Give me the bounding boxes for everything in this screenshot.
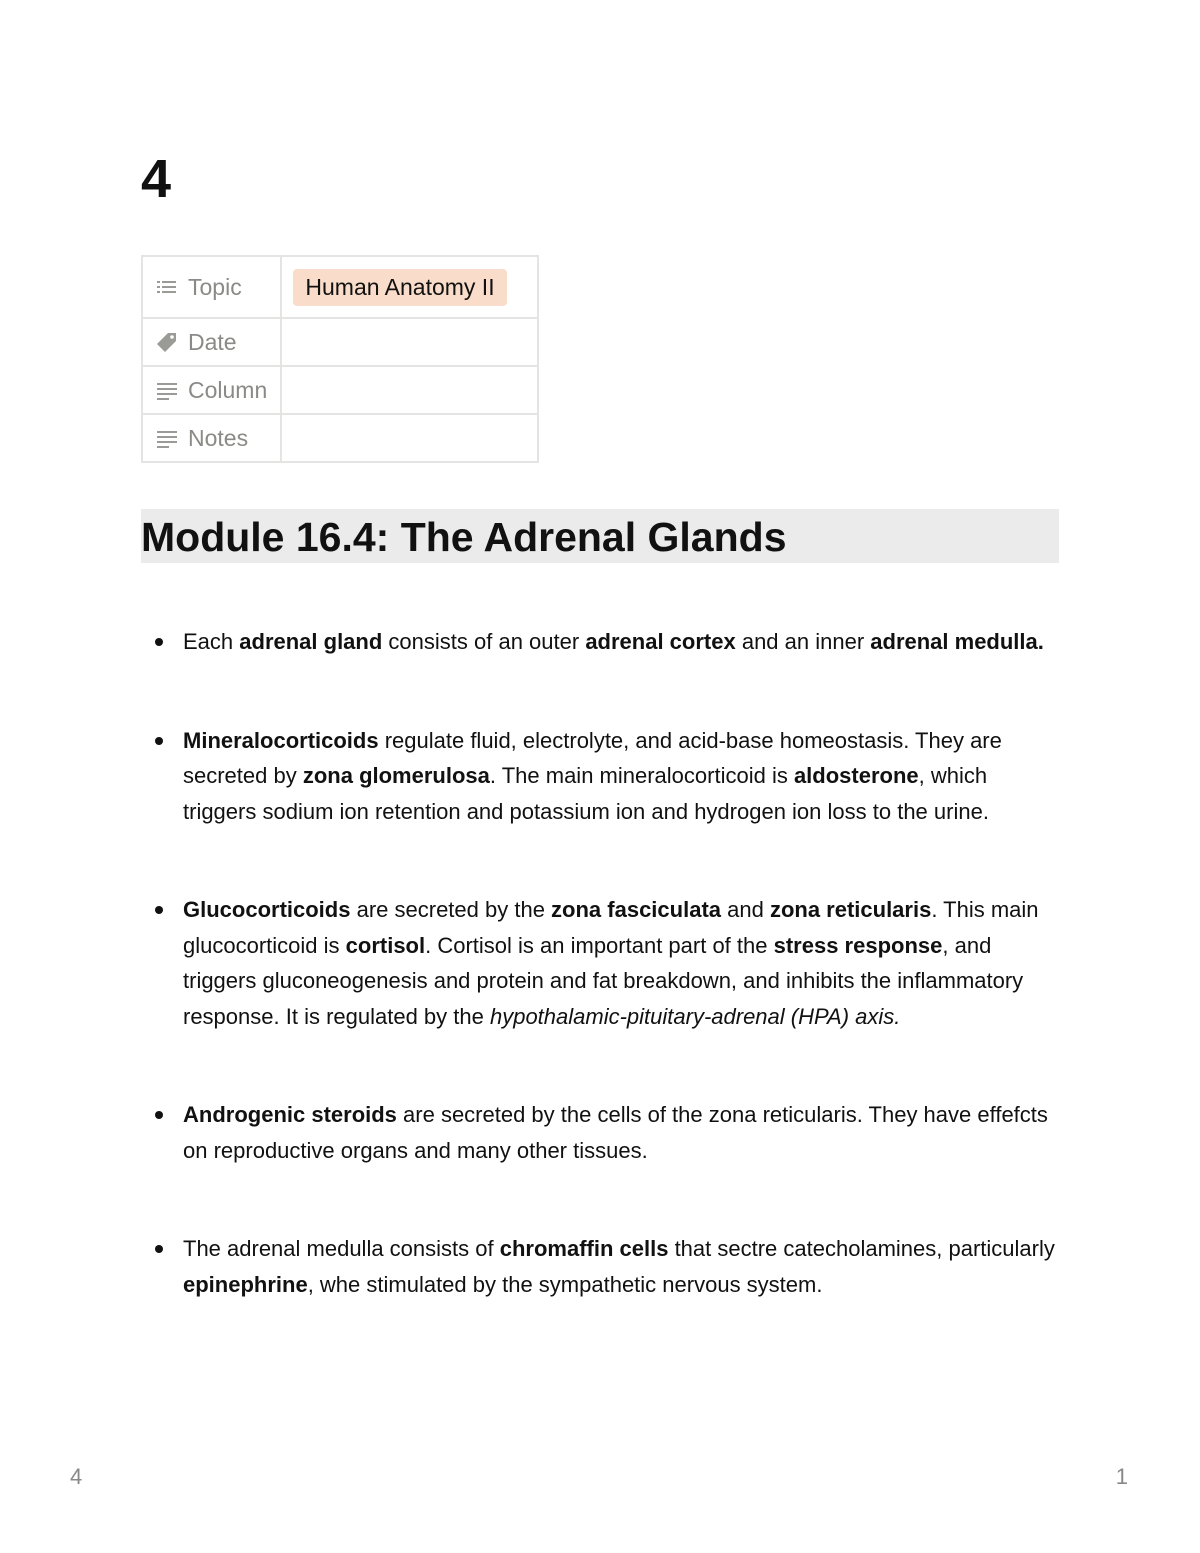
property-key-notes: Notes bbox=[188, 424, 249, 451]
property-row-date bbox=[142, 318, 538, 366]
text-lines-icon bbox=[156, 427, 178, 449]
property-key-column: Column bbox=[188, 376, 268, 403]
tag-icon bbox=[156, 331, 178, 353]
properties-table bbox=[141, 255, 539, 463]
text-lines-icon bbox=[156, 379, 178, 401]
footer-page-number: 1 bbox=[1115, 1464, 1128, 1489]
list-item: Glucocorticoids are secreted by the zona fasciculata and zona reticularis. This main glucocorticoid is cortisol. Cortisol is an important part of the stress response, and triggers gluconeogenesis and protein and fat breakdown, and inhibits the inflammatory response. It is regulated by the hypothalamic-pituitary-adrenal (HPA) axis. bbox=[183, 892, 1063, 1034]
list-item: Each adrenal gland consists of an outer adrenal cortex and an inner adrenal medulla. bbox=[183, 624, 1063, 660]
list-item: Androgenic steroids are secreted by the cells of the zona reticularis. They have effefcts on reproductive organs and many other tissues. bbox=[183, 1097, 1063, 1168]
property-value-column[interactable] bbox=[282, 367, 537, 413]
property-row-topic bbox=[142, 256, 538, 318]
module-heading: Module 16.4: The Adrenal Glands bbox=[141, 509, 1059, 563]
property-key-topic: Topic bbox=[188, 273, 242, 300]
footer-document-label: 4 bbox=[70, 1464, 83, 1489]
property-row-notes bbox=[142, 414, 538, 462]
property-value-date[interactable] bbox=[282, 319, 537, 365]
topic-tag[interactable]: Human Anatomy II bbox=[293, 269, 506, 306]
list-item: The adrenal medulla consists of chromaffin cells that sectre catecholamines, particularly epinephrine, whe stimulated by the sympathetic nervous system. bbox=[183, 1231, 1063, 1302]
list-icon bbox=[156, 276, 178, 298]
property-key-date: Date bbox=[188, 328, 237, 355]
list-item: Mineralocorticoids regulate fluid, electrolyte, and acid-base homeostasis. They are secreted by zona glomerulosa. The main mineralocorticoid is aldosterone, which triggers sodium ion retention and potassium ion and hydrogen ion loss to the urine. bbox=[183, 723, 1063, 830]
property-row-column bbox=[142, 366, 538, 414]
page-title: 4 bbox=[141, 149, 172, 209]
bullet-list bbox=[183, 624, 1063, 1302]
property-value-notes[interactable] bbox=[282, 415, 537, 461]
